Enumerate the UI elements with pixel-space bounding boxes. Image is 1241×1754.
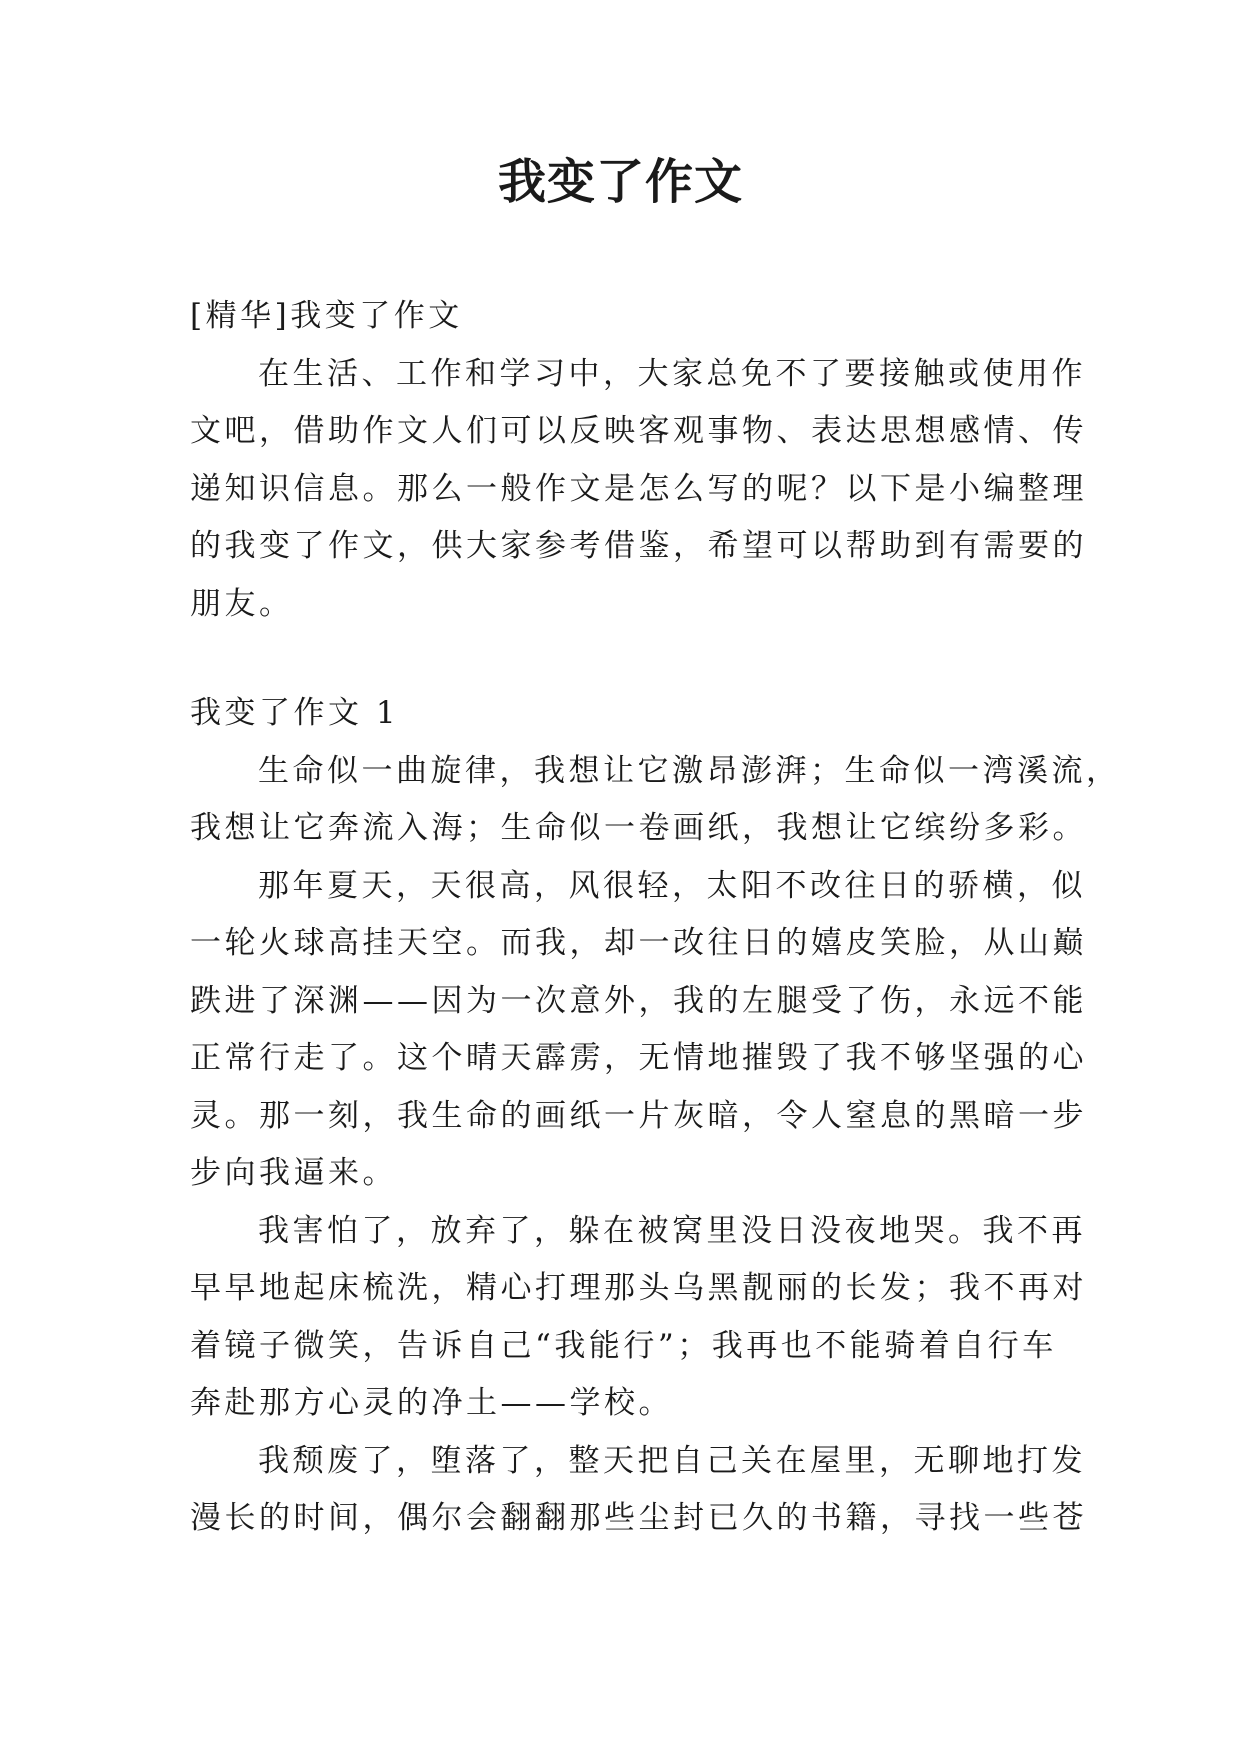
paragraph (190, 1433, 1087, 1548)
text-line: 那年夏天，天很高，风很轻，太阳不改往日的骄横，似 (258, 867, 1086, 904)
document-subtitle: [精华]我变了作文 (190, 298, 463, 334)
text-line: 生命似一曲旋律，我想让它激昂澎湃；生命似一湾溪流， (258, 752, 1121, 789)
text-line: 漫长的时间，偶尔会翻翻那些尘封已久的书籍，寻找一些苍 (190, 1500, 1087, 1536)
document-title: 我变了作文 (497, 154, 743, 210)
text-line: 正常行走了。这个晴天霹雳，无情地摧毁了我不够坚强的心 (190, 1040, 1087, 1076)
section-spacer (190, 633, 1050, 685)
text-line: 跌进了深渊——因为一次意外，我的左腿受了伤，永远不能 (190, 982, 1087, 1019)
text-line: 步向我逼来。 (190, 1155, 397, 1191)
text-line: 早早地起床梳洗，精心打理那头乌黑靓丽的长发；我不再对 (190, 1270, 1087, 1306)
text-line: 一轮火球高挂天空。而我，却一改往日的嬉皮笑脸，从山巅 (190, 925, 1087, 961)
text-line: 我颓废了，堕落了，整天把自己关在屋里，无聊地打发 (258, 1442, 1086, 1479)
paragraph (190, 858, 1087, 1203)
intro-paragraph (190, 346, 1087, 634)
text-line: 文吧，借助作文人们可以反映客观事物、表达思想感情、传 (190, 413, 1087, 449)
text-line: 的我变了作文，供大家参考借鉴，希望可以帮助到有需要的 (190, 528, 1087, 564)
text-line: 奔赴那方心灵的净土——学校。 (190, 1385, 673, 1421)
paragraph (190, 743, 1121, 858)
text-line: 着镜子微笑，告诉自己“我能行”；我再也不能骑着自行车 (190, 1327, 1057, 1364)
section-heading: 我变了作文 1 (190, 695, 400, 731)
text-line: 朋友。 (190, 585, 294, 622)
text-line: 灵。那一刻，我生命的画纸一片灰暗，令人窒息的黑暗一步 (190, 1097, 1087, 1134)
document-body (190, 288, 1121, 1548)
paragraph (190, 1203, 1087, 1433)
text-line: 递知识信息。那么一般作文是怎么写的呢？以下是小编整理 (190, 470, 1087, 507)
text-line: 我想让它奔流入海；生命似一卷画纸，我想让它缤纷多彩。 (190, 810, 1087, 846)
text-line: 在生活、工作和学习中，大家总免不了要接触或使用作 (258, 355, 1086, 392)
text-line: 我害怕了，放弃了，躲在被窝里没日没夜地哭。我不再 (258, 1212, 1086, 1249)
